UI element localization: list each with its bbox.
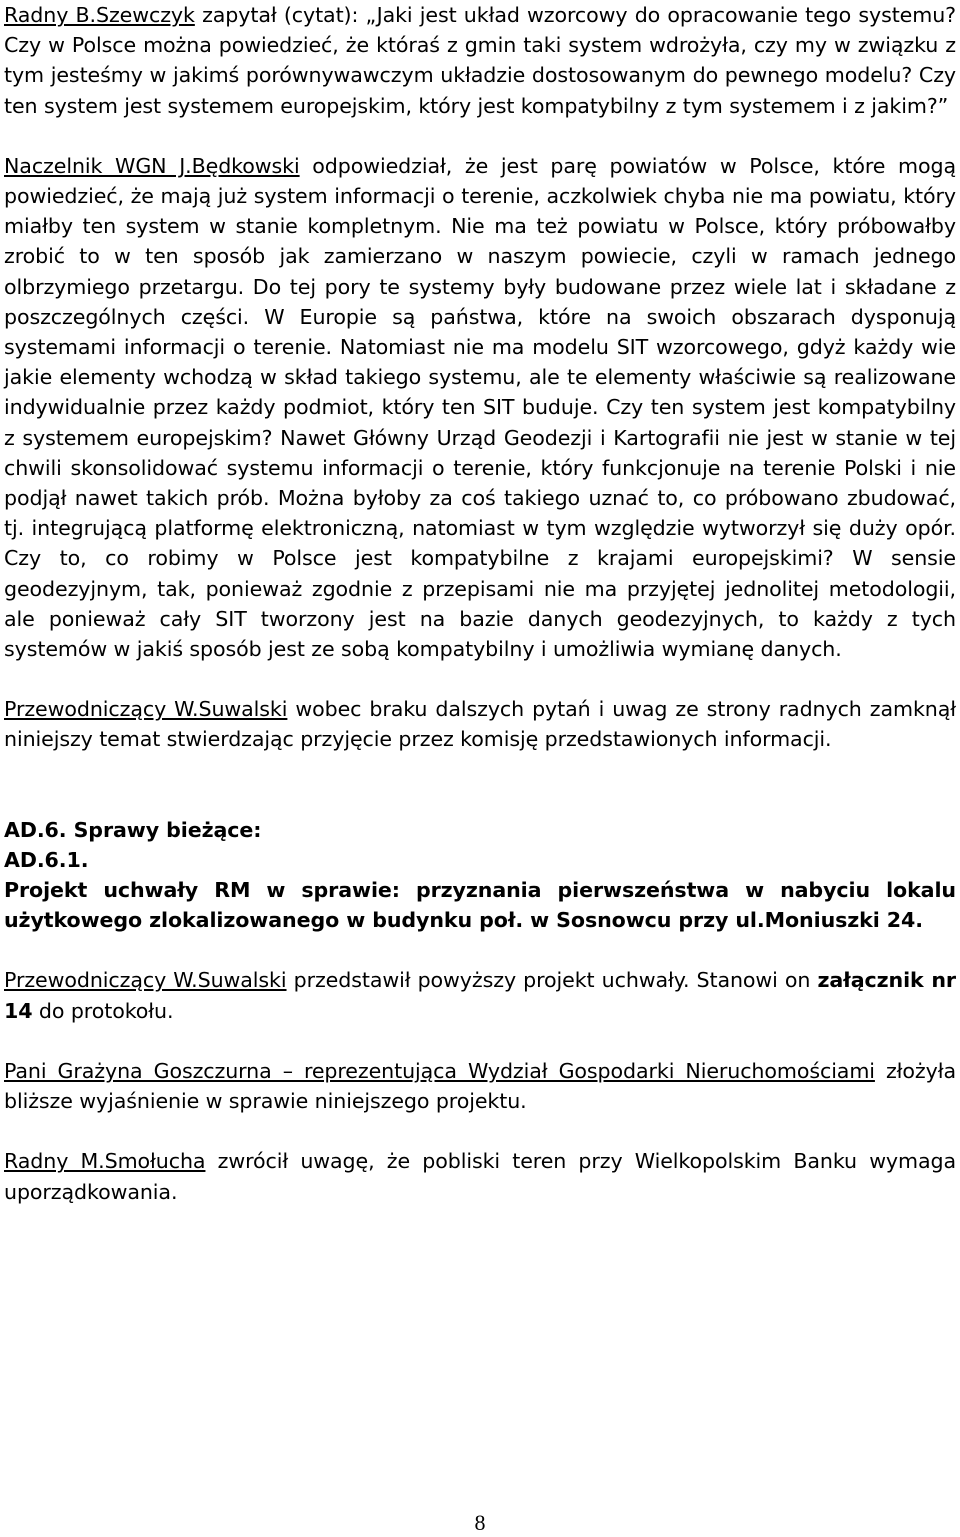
paragraph-text: zapytał (cytat): „Jaki jest układ wzorcowy do opracowanie tego systemu? Czy w Polsce można powiedzieć, że któraś z gmin taki system wdrożyła, czy my w związku z tym jesteśmy w jakimś porównywawczym układzie dostosowanym do pewnego modelu? Czy ten system jest systemem europejskim, który jest kompatybilny z tym systemem i z jakim?” <box>4 3 956 118</box>
paragraph-text: do protokołu. <box>32 998 174 1023</box>
paragraph-suwalski-closing <box>4 694 956 754</box>
project-title: Projekt uchwały RM w sprawie: przyznania pierwszeństwa w nabyciu lokalu użytkowego zlokalizowanego w budynku poł. w Sosnowcu przy ul.Moniuszki 24. <box>4 878 956 933</box>
attachment-reference: załącznik nr 14 <box>4 968 956 1023</box>
paragraph-suwalski-presentation <box>4 965 956 1025</box>
speaker-name: Radny M.Smołucha <box>4 1149 206 1174</box>
paragraph-szewczyk-question <box>4 0 956 121</box>
paragraph-text: wobec braku dalszych pytań i uwag ze strony radnych zamknął niniejszy temat stwierdzając przyjęcie przez komisję przedstawionych informacji. <box>4 697 956 752</box>
section-ad-6 <box>4 815 956 936</box>
subsection-number: AD.6.1. <box>4 847 89 872</box>
section-title: AD.6. Sprawy bieżące: <box>4 817 262 842</box>
paragraph-bedkowski-answer <box>4 151 956 664</box>
speaker-name: Przewodniczący W.Suwalski <box>4 968 287 993</box>
speaker-name: Pani Grażyna Goszczurna – reprezentująca Wydział Gospodarki Nieruchomościami <box>4 1058 875 1083</box>
speaker-name: Przewodniczący W.Suwalski <box>4 697 288 722</box>
paragraph-text: zwrócił uwagę, że pobliski teren przy Wielkopolskim Banku wymaga uporządkowania. <box>4 1149 956 1204</box>
speaker-name: Naczelnik WGN J.Będkowski <box>4 153 300 178</box>
paragraph-goszczurna-explanation <box>4 1056 956 1116</box>
speaker-name: Radny B.Szewczyk <box>4 3 195 27</box>
page-number: 8 <box>474 1510 486 1535</box>
paragraph-text: odpowiedział, że jest parę powiatów w Polsce, które mogą powiedzieć, że mają już system informacji o terenie, aczkolwiek chyba nie ma powiatu, który miałby ten system w stanie kompletnym. Nie ma też powiatu w Polsce, który próbowałby zrobić to w ten sposób jak zamierzano w naszym powiecie, czyli w ramach jednego olbrzymiego przetargu. Do tej pory te systemy były budowane przez wiele lat i składane z poszczególnych części. W Europie są państwa, które na swoich obszarach dysponują systemami informacji o terenie. Natomiast nie ma modelu SIT wzorcowego, gdyż każdy wie jakie elementy wchodzą w skład takiego systemu, ale te elementy właściwie są realizowane indywidualnie przez każdy podmiot, który ten SIT buduje. Czy ten system jest kompatybilny z systemem europejskim? Nawet Główny Urząd Geodezji i Kartografii nie jest w stanie w tej chwili skonsolidować systemu informacji o terenie, który funkcjonuje na terenie Polski i nie podjął nawet takich prób. Można byłoby za coś takiego uznać to, co próbowano zbudować, tj. integrującą platformę elektroniczną, natomiast w tym względzie wytworzył się duży opór. Czy to, co robimy w Polsce jest kompatybilne z krajami europejskimi? W sensie geodezyjnym, tak, ponieważ zgodnie z przepisami nie ma przyjętej jednolitej metodologii, ale ponieważ cały SIT tworzony jest na bazie danych geodezyjnych, to każdy z tych systemów w jakiś sposób jest ze sobą kompatybilny i umożliwia wymianę danych. <box>4 153 956 662</box>
paragraph-text: złożyła bliższe wyjaśnienie w sprawie niniejszego projektu. <box>4 1058 956 1114</box>
paragraph-text: przedstawił powyższy projekt uchwały. Stanowi on <box>286 968 818 993</box>
paragraph-smolucha-remark <box>4 1146 956 1206</box>
document-page <box>4 0 956 1207</box>
